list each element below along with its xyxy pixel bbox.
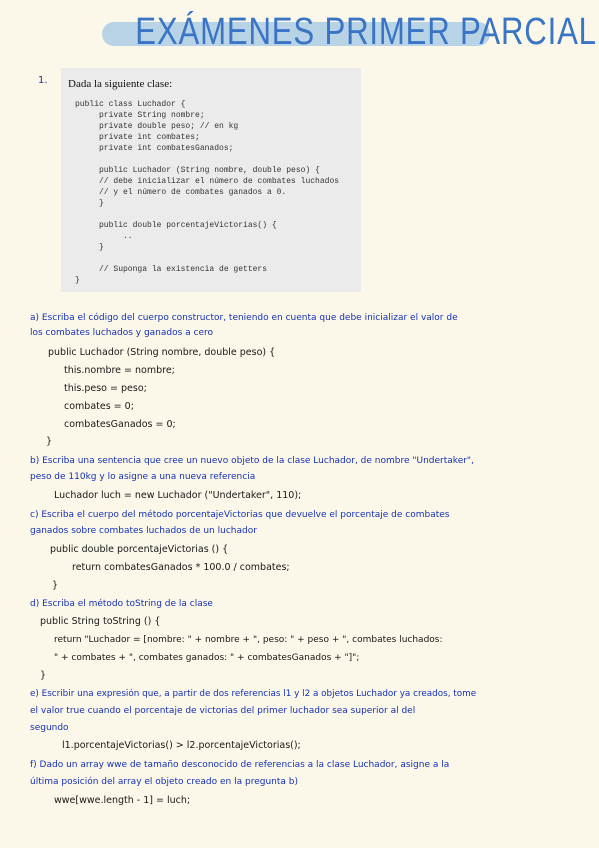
question-e-line-1: e) Escribir una expresión que, a partir de dos referencias l1 y l2 a objetos Luchador ya creados, tome (30, 689, 477, 699)
question-e-line-2: el valor true cuando el porcentaje de victorias del primer luchador sea superior al del (30, 706, 416, 716)
code-line: .. (75, 232, 133, 241)
code-line: private String nombre; (75, 111, 205, 120)
answer-a-line: } (46, 436, 53, 447)
question-b-line-1: b) Escriba una sentencia que cree un nuevo objeto de la clase Luchador, de nombre "Undertaker", (30, 456, 474, 466)
code-line: } (75, 243, 104, 252)
problem-code (75, 99, 339, 286)
question-a-line-2: los combates luchados y ganados a cero (30, 328, 214, 338)
code-line: // debe inicializar el número de combates luchados (75, 177, 340, 186)
question-a-line-1: a) Escriba el código del cuerpo constructor, teniendo en cuenta que debe inicializar el valor de (30, 313, 458, 323)
answer-a-line: this.nombre = nombre; (64, 365, 175, 376)
question-e-line-3: segundo (30, 723, 69, 733)
problem-intro: Dada la siguiente clase: (68, 78, 173, 90)
problem-statement-box (61, 68, 361, 292)
code-line: private int combates; (75, 133, 200, 142)
code-line: } (75, 276, 80, 285)
answer-d-line: return "Luchador = [nombre: " + nombre + ", peso: " + peso + ", combates luchados: (54, 635, 443, 645)
code-line: } (75, 199, 104, 208)
question-number: 1. (38, 75, 48, 86)
question-b-line-2: peso de 110kg y lo asigne a una nueva referencia (30, 472, 256, 482)
title-header (100, 6, 597, 60)
answer-a-line: public Luchador (String nombre, double peso) { (48, 347, 276, 358)
answer-e: l1.porcentajeVictorias() > l2.porcentajeVictorias(); (62, 740, 301, 751)
code-line: // y el número de combates ganados a 0. (75, 188, 287, 197)
question-f-line-2: última posición del array el objeto creado en la pregunta b) (30, 777, 298, 787)
answer-d-line: public String toString () { (40, 616, 161, 627)
code-line: // Suponga la existencia de getters (75, 265, 268, 274)
question-f-line-1: f) Dado un array wwe de tamaño desconocido de referencias a la clase Luchador, asigne a la (30, 760, 450, 770)
answer-a-line: combates = 0; (64, 401, 134, 412)
question-d-line-1: d) Escriba el método toString de la clase (30, 599, 213, 609)
answer-d-line: } (40, 670, 47, 681)
answer-f: wwe[wwe.length - 1] = luch; (54, 795, 191, 806)
code-line: public class Luchador { (75, 100, 186, 109)
code-line: private double peso; // en kg (75, 122, 239, 131)
page-title: EXÁMENES PRIMER PARCIAL (135, 11, 597, 53)
question-c-line-2: ganados sobre combates luchados de un luchador (30, 526, 257, 536)
answer-c-line: return combatesGanados * 100.0 / combates; (72, 562, 290, 573)
answer-d-line: " + combates + ", combates ganados: " + combatesGanados + "]"; (54, 653, 360, 663)
answer-c-line: } (52, 580, 59, 591)
answer-b: Luchador luch = new Luchador ("Undertaker", 110); (54, 490, 302, 501)
answer-c-line: public double porcentajeVictorias () { (50, 544, 229, 555)
answer-a-line: this.peso = peso; (64, 383, 147, 394)
answer-a-line: combatesGanados = 0; (64, 419, 176, 430)
code-line: public double porcentajeVictorias() { (75, 221, 277, 230)
code-line: private int combatesGanados; (75, 144, 234, 153)
question-c-line-1: c) Escriba el cuerpo del método porcentajeVictorias que devuelve el porcentaje de combates (30, 510, 450, 520)
code-line: public Luchador (String nombre, double peso) { (75, 166, 320, 175)
